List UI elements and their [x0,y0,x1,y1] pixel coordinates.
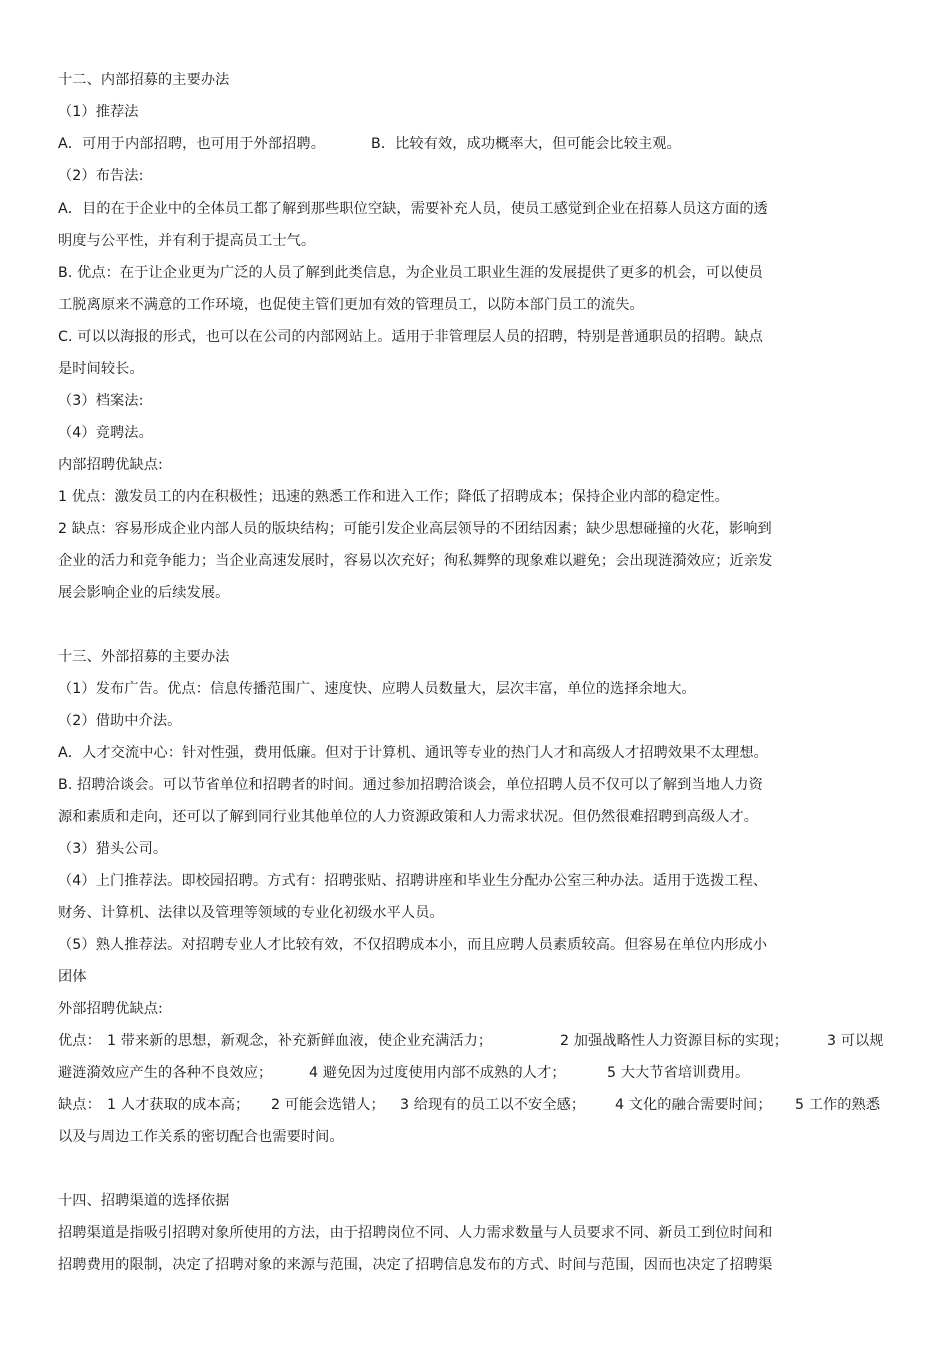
section-title-13: 十三、外部招募的主要办法 [58,649,230,665]
method-campus-line1: （4）上门推荐法。即校园招聘。方式有：招聘张贴、招聘讲座和毕业生分配办公室三种办法。适用于选拨工程、 [58,873,768,889]
external-pros-label: 优点： [58,1033,101,1049]
method-agency: （2）借助中介法。 [58,713,182,729]
method-campus-line2: 财务、计算机、法律以及管理等领域的专业化初级水平人员。 [58,905,444,921]
channel-para-line1: 招聘渠道是指吸引招聘对象所使用的方法，由于招聘岗位不同、人力需求数量与人员要求不同、新员工到位时间和 [58,1225,773,1241]
external-pro-2: 2 加强战略性人力资源目标的实现； [560,1033,789,1049]
internal-cons-line3: 展会影响企业的后续发展。 [58,585,230,601]
external-pros-cons-title: 外部招聘优缺点: [58,1001,163,1017]
external-con-3: 3 给现有的员工以不安全感； [400,1097,586,1113]
agency-b-line2: 源和素质和走向，还可以了解到同行业其他单位的人力资源政策和人力需求状况。但仍然很难招聘到高级人才。 [58,809,759,825]
section-title-12: 十二、内部招募的主要办法 [58,72,230,88]
external-con-2: 2 可能会选错人； [271,1097,385,1113]
external-pro-4: 4 避免因为过度使用内部不成熟的人才； [309,1065,566,1081]
external-pro-5: 5 大大节省培训费用。 [607,1065,750,1081]
external-cons-label: 缺点： [58,1097,101,1113]
internal-cons-line1: 2 缺点：容易形成企业内部人员的版块结构；可能引发企业高层领导的不团结因素；缺少思想碰撞的火花，影响到 [58,521,772,537]
method-archive: （3）档案法: [58,393,144,409]
method-referral-line2: 团体 [58,969,87,985]
bulletin-a-line2: 明度与公平性，并有利于提高员工士气。 [58,233,316,249]
method-recommend: （1）推荐法 [58,104,139,120]
recommend-point-a: A．可用于内部招聘，也可用于外部招聘。 [58,136,325,152]
internal-cons-line2: 企业的活力和竞争能力；当企业高速发展时，容易以次充好；徇私舞弊的现象难以避免；会出现涟漪效应；近亲发 [58,553,773,569]
external-con-1: 1 人才获取的成本高； [107,1097,250,1113]
method-bulletin: （2）布告法: [58,168,144,184]
internal-pros-cons-title: 内部招聘优缺点: [58,457,163,473]
method-advertise: （1）发布广告。优点：信息传播范围广、速度快、应聘人员数量大，层次丰富，单位的选择余地大。 [58,681,696,697]
external-pro-3: 3 可以规 [827,1033,884,1049]
method-competition: （4）竞聘法。 [58,425,153,441]
bulletin-c-line1: C. 可以以海报的形式，也可以在公司的内部网站上。适用于非管理层人员的招聘，特别是普通职员的招聘。缺点 [58,329,764,345]
method-referral-line1: （5）熟人推荐法。对招聘专业人才比较有效，不仅招聘成本小，而且应聘人员素质较高。但容易在单位内形成小 [58,937,768,953]
section-title-14: 十四、招聘渠道的选择依据 [58,1193,230,1209]
method-headhunter: （3）猎头公司。 [58,841,168,857]
bulletin-a-line1: A．目的在于企业中的全体员工都了解到那些职位空缺，需要补充人员，使员工感觉到企业在招募人员这方面的透 [58,201,768,217]
external-con-5: 5 工作的熟悉 [795,1097,881,1113]
external-con-5-cont: 以及与周边工作关系的密切配合也需要时间。 [58,1129,344,1145]
bulletin-b-line2: 工脱离原来不满意的工作环境，也促使主管们更加有效的管理员工，以防本部门员工的流失。 [58,297,644,313]
external-con-4: 4 文化的融合需要时间； [615,1097,772,1113]
external-pro-1: 1 带来新的思想，新观念，补充新鲜血液，使企业充满活力； [107,1033,493,1049]
bulletin-c-line2: 是时间较长。 [58,361,144,377]
agency-a: A．人才交流中心：针对性强，费用低廉。但对于计算机、通讯等专业的热门人才和高级人才招聘效果不太理想。 [58,745,768,761]
internal-pros: 1 优点：激发员工的内在积极性；迅速的熟悉工作和进入工作；降低了招聘成本；保持企业内部的稳定性。 [58,489,729,505]
bulletin-b-line1: B. 优点：在于让企业更为广泛的人员了解到此类信息，为企业员工职业生涯的发展提供了更多的机会，可以使员 [58,265,763,281]
recommend-point-b: B．比较有效，成功概率大，但可能会比较主观。 [371,136,681,152]
external-pro-3-cont: 避涟漪效应产生的各种不良效应； [58,1065,273,1081]
agency-b-line1: B. 招聘洽谈会。可以节省单位和招聘者的时间。通过参加招聘洽谈会，单位招聘人员不仅可以了解到当地人力资 [58,777,763,793]
channel-para-line2: 招聘费用的限制，决定了招聘对象的来源与范围，决定了招聘信息发布的方式、时间与范围，因而也决定了招聘渠 [58,1257,773,1273]
